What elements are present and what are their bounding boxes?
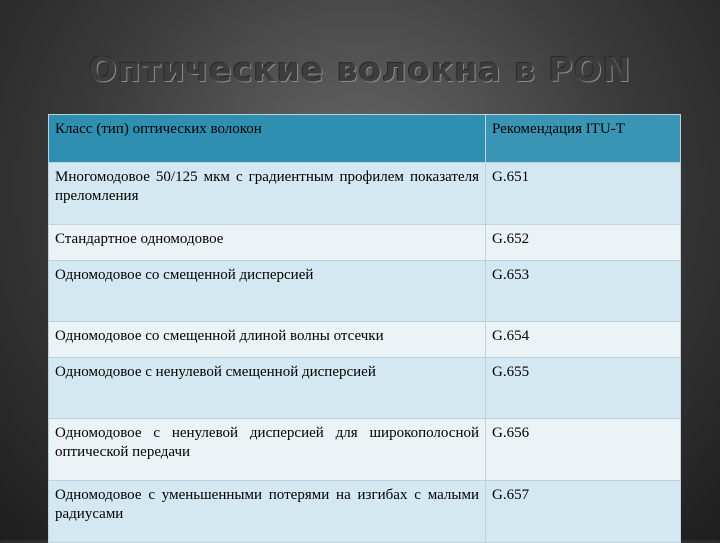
table-row: [49, 358, 681, 419]
slide-title: Оптические волокна в PON: [88, 50, 632, 89]
fiber-type-cell: Многомодовое 50/125 мкм с градиентным профилем показателя преломления: [49, 163, 486, 225]
fiber-type-cell: Одномодовое со смещенной дисперсией: [49, 261, 486, 322]
table-row: [49, 322, 681, 358]
recommendation-cell: G.657: [486, 481, 681, 543]
recommendation-cell: G.653: [486, 261, 681, 322]
fiber-type-cell: Одномодовое с ненулевой смещенной дисперсией: [49, 358, 486, 419]
fiber-type-cell: Одномодовое со смещенной длиной волны отсечки: [49, 322, 486, 358]
table-row: [49, 163, 681, 225]
header-fiber-class: Класс (тип) оптических волокон: [49, 115, 486, 163]
recommendation-cell: G.656: [486, 419, 681, 481]
table-row: [49, 481, 681, 543]
table-row: [49, 261, 681, 322]
recommendation-cell: G.651: [486, 163, 681, 225]
fiber-types-table: [48, 114, 681, 543]
table-header-row: [49, 115, 681, 163]
table-row: [49, 225, 681, 261]
fiber-type-cell: Одномодовое с уменьшенными потерями на изгибах с малыми радиусами: [49, 481, 486, 543]
recommendation-cell: G.652: [486, 225, 681, 261]
header-itu-recommendation: Рекомендация ITU-T: [486, 115, 681, 163]
fiber-type-cell: Одномодовое с ненулевой дисперсией для широкополосной оптической передачи: [49, 419, 486, 481]
fiber-type-cell: Стандартное одномодовое: [49, 225, 486, 261]
recommendation-cell: G.654: [486, 322, 681, 358]
recommendation-cell: G.655: [486, 358, 681, 419]
table-row: [49, 419, 681, 481]
